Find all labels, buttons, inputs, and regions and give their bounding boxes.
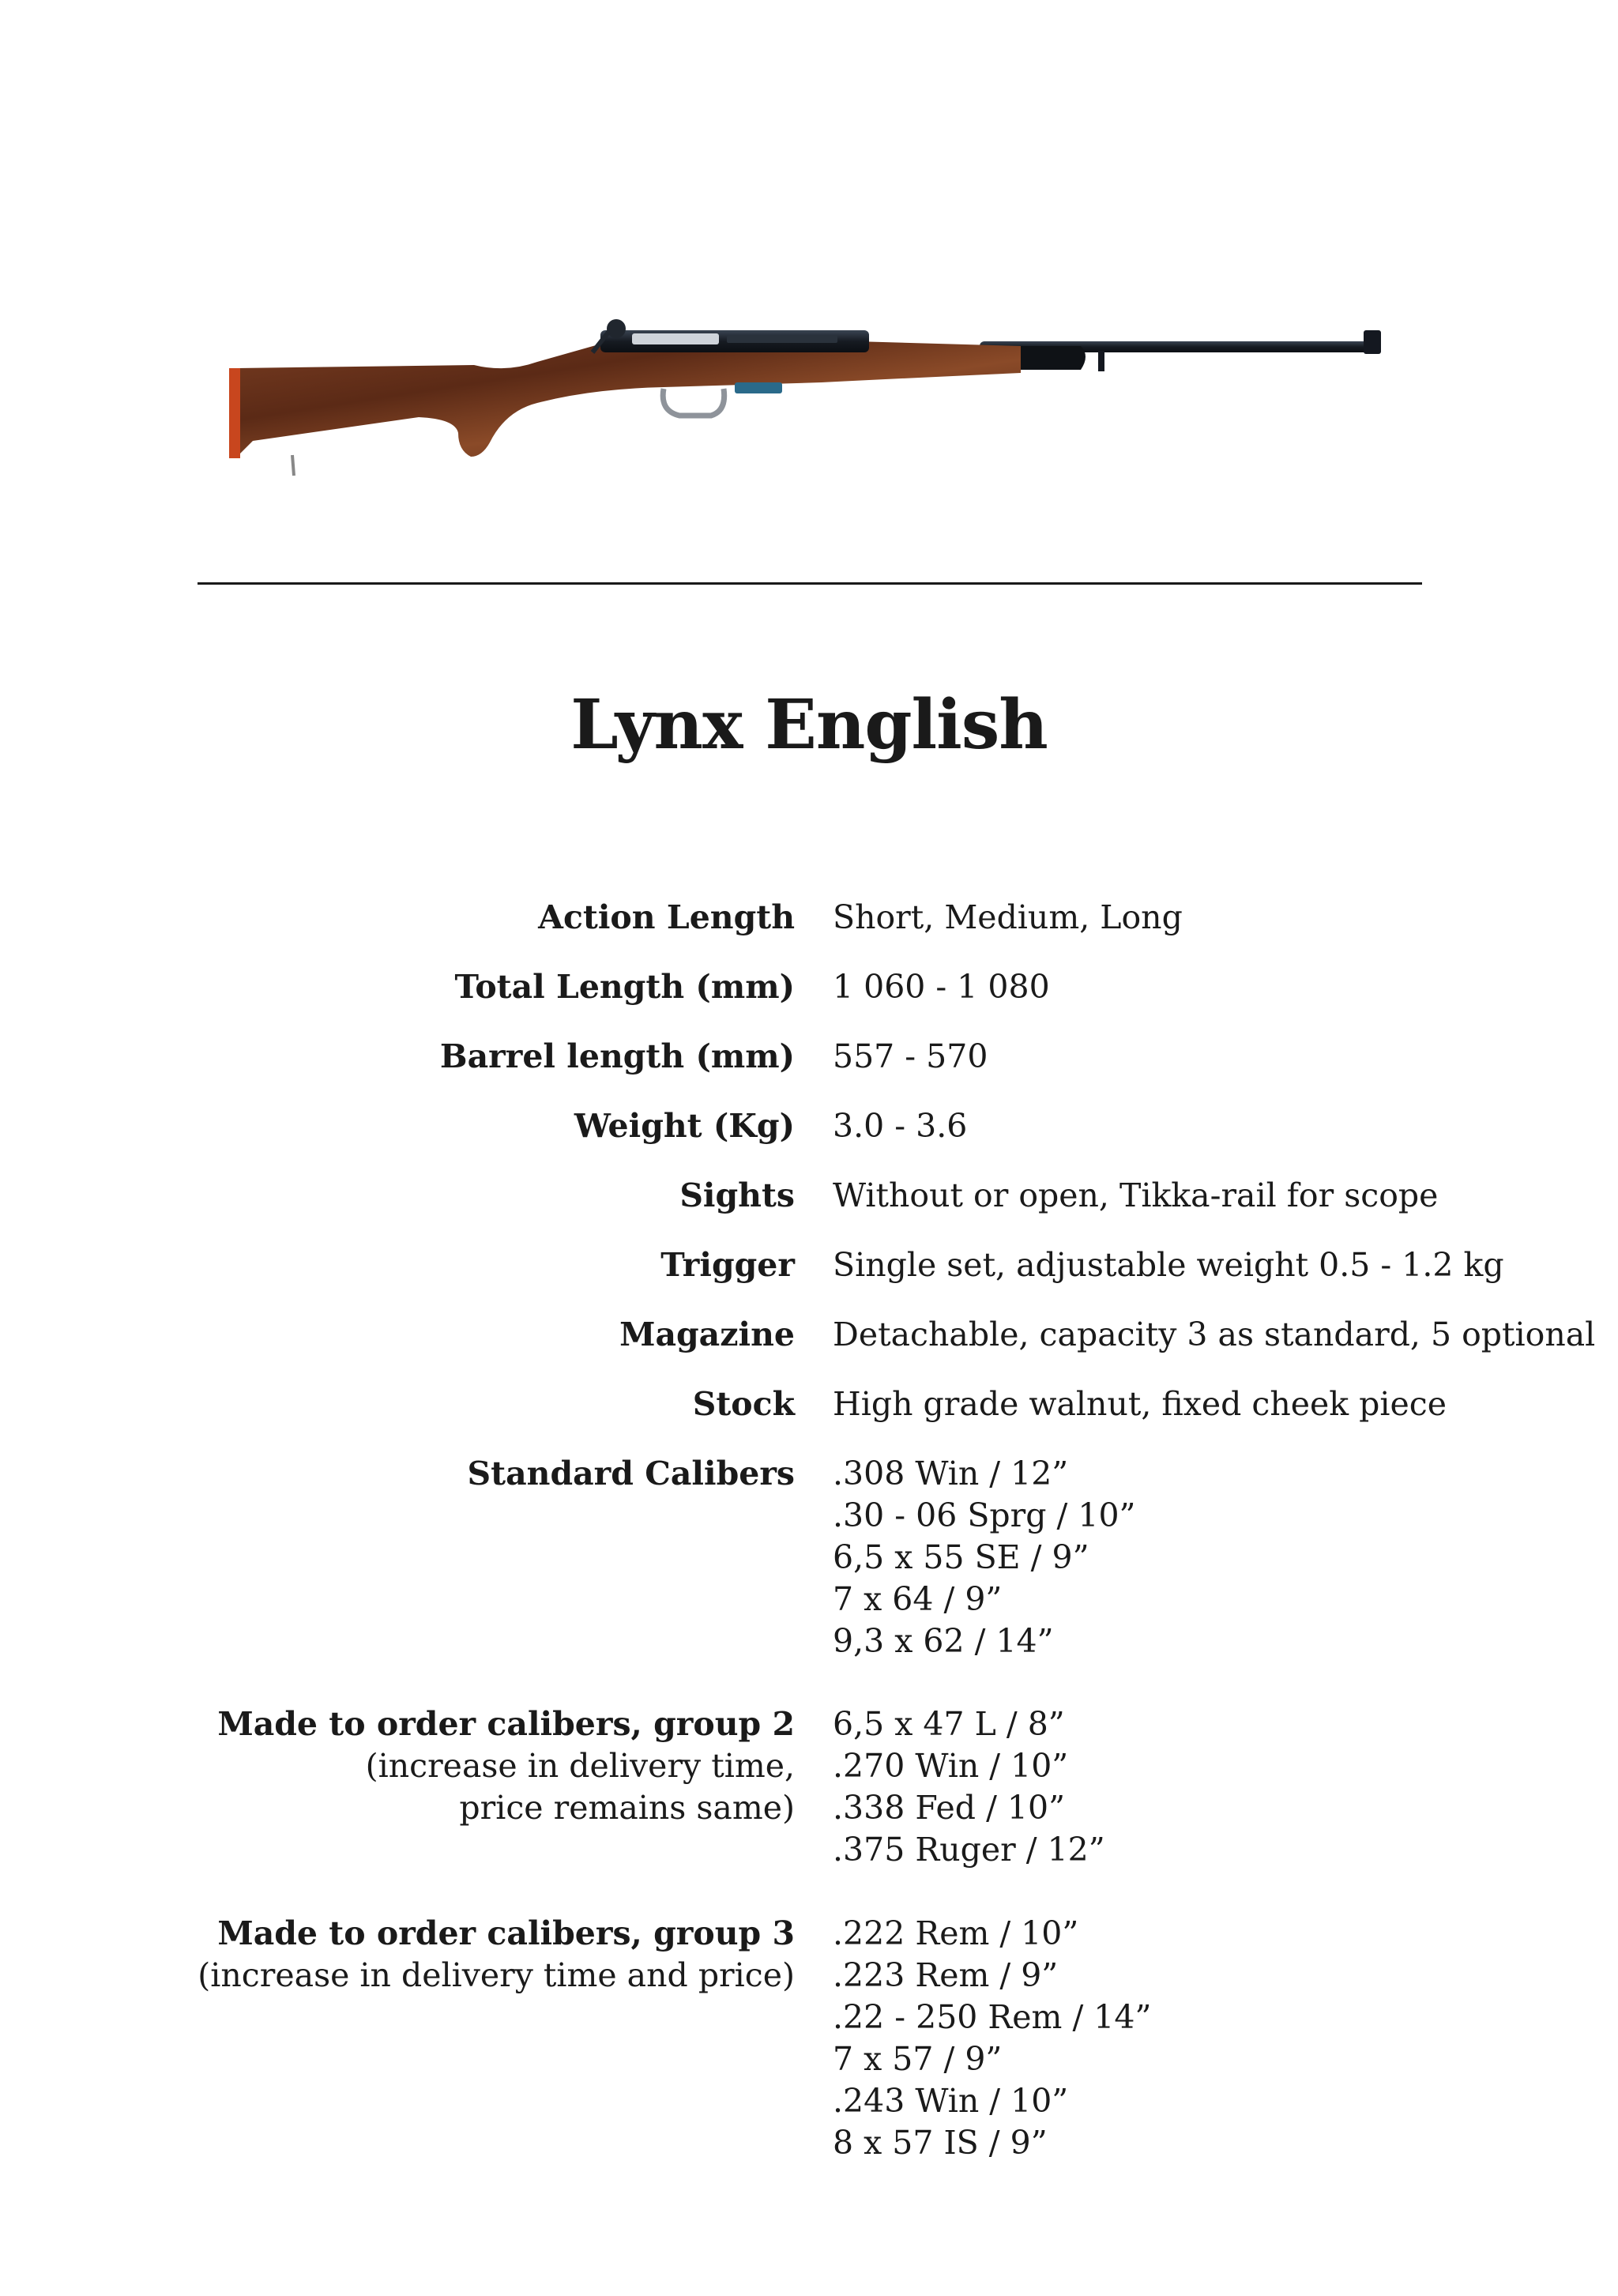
caliber-line: .308 Win / 12” bbox=[833, 1455, 1069, 1492]
caliber-line: .243 Win / 10” bbox=[833, 2082, 1069, 2120]
spec-label-note: (increase in delivery time and price) bbox=[198, 1956, 795, 1994]
spec-label: Total Length (mm) bbox=[454, 968, 795, 1006]
spec-value bbox=[833, 1703, 1105, 1871]
caliber-line: .375 Ruger / 12” bbox=[833, 1831, 1105, 1869]
spec-label: Barrel length (mm) bbox=[439, 1037, 795, 1075]
spec-label: Stock bbox=[692, 1385, 795, 1423]
caliber-line: .222 Rem / 10” bbox=[833, 1914, 1079, 1952]
spec-value bbox=[833, 1383, 1447, 1425]
spec-value bbox=[833, 1913, 1151, 2164]
spec-label: Weight (Kg) bbox=[574, 1107, 795, 1145]
horizontal-divider bbox=[198, 582, 1422, 585]
rifle-illustration bbox=[221, 300, 1406, 514]
spec-value-line: Short, Medium, Long bbox=[833, 898, 1183, 936]
spec-value bbox=[833, 1036, 988, 1078]
caliber-line: .338 Fed / 10” bbox=[833, 1789, 1066, 1827]
spec-value bbox=[833, 966, 1050, 1008]
spec-value-line: 3.0 - 3.6 bbox=[833, 1107, 968, 1145]
spec-label-note: price remains same) bbox=[459, 1789, 795, 1827]
spec-value bbox=[833, 1105, 967, 1147]
caliber-line: .270 Win / 10” bbox=[833, 1747, 1069, 1785]
spec-value bbox=[833, 1175, 1438, 1217]
spec-label-title: Made to order calibers, group 2 bbox=[217, 1705, 795, 1743]
caliber-line: 6,5 x 55 SE / 9” bbox=[833, 1538, 1089, 1576]
caliber-line: .30 - 06 Sprg / 10” bbox=[833, 1496, 1136, 1534]
spec-label: Magazine bbox=[619, 1315, 795, 1353]
spec-label: Standard Calibers bbox=[467, 1455, 795, 1492]
caliber-line: .223 Rem / 9” bbox=[833, 1956, 1059, 1994]
product-title: Lynx English bbox=[570, 685, 1048, 765]
caliber-line: 7 x 64 / 9” bbox=[833, 1580, 1003, 1618]
spec-label: Trigger bbox=[660, 1246, 795, 1284]
spec-value bbox=[833, 1314, 1595, 1356]
spec-label: Action Length bbox=[538, 898, 795, 936]
spec-value-line: 1 060 - 1 080 bbox=[833, 968, 1050, 1006]
caliber-line: 7 x 57 / 9” bbox=[833, 2040, 1003, 2078]
spec-label bbox=[217, 1703, 795, 1829]
caliber-line: 6,5 x 47 L / 8” bbox=[833, 1705, 1065, 1743]
spec-label: Sights bbox=[679, 1176, 795, 1214]
spec-value-line: Single set, adjustable weight 0.5 - 1.2 kg bbox=[833, 1246, 1504, 1284]
spec-value bbox=[833, 1453, 1136, 1662]
caliber-line: 9,3 x 62 / 14” bbox=[833, 1622, 1054, 1660]
caliber-line: .22 - 250 Rem / 14” bbox=[833, 1998, 1152, 2036]
spec-label-note: (increase in delivery time, bbox=[365, 1747, 795, 1785]
spec-value-line: Detachable, capacity 3 as standard, 5 optional bbox=[833, 1315, 1596, 1353]
spec-value-line: High grade walnut, fixed cheek piece bbox=[833, 1385, 1447, 1423]
spec-value bbox=[833, 1244, 1504, 1286]
spec-label bbox=[198, 1913, 795, 1997]
caliber-line: 8 x 57 IS / 9” bbox=[833, 2124, 1048, 2162]
spec-value bbox=[833, 897, 1183, 939]
spec-label-title: Made to order calibers, group 3 bbox=[217, 1914, 795, 1952]
spec-value-line: 557 - 570 bbox=[833, 1037, 988, 1075]
spec-value-line: Without or open, Tikka-rail for scope bbox=[833, 1176, 1439, 1214]
